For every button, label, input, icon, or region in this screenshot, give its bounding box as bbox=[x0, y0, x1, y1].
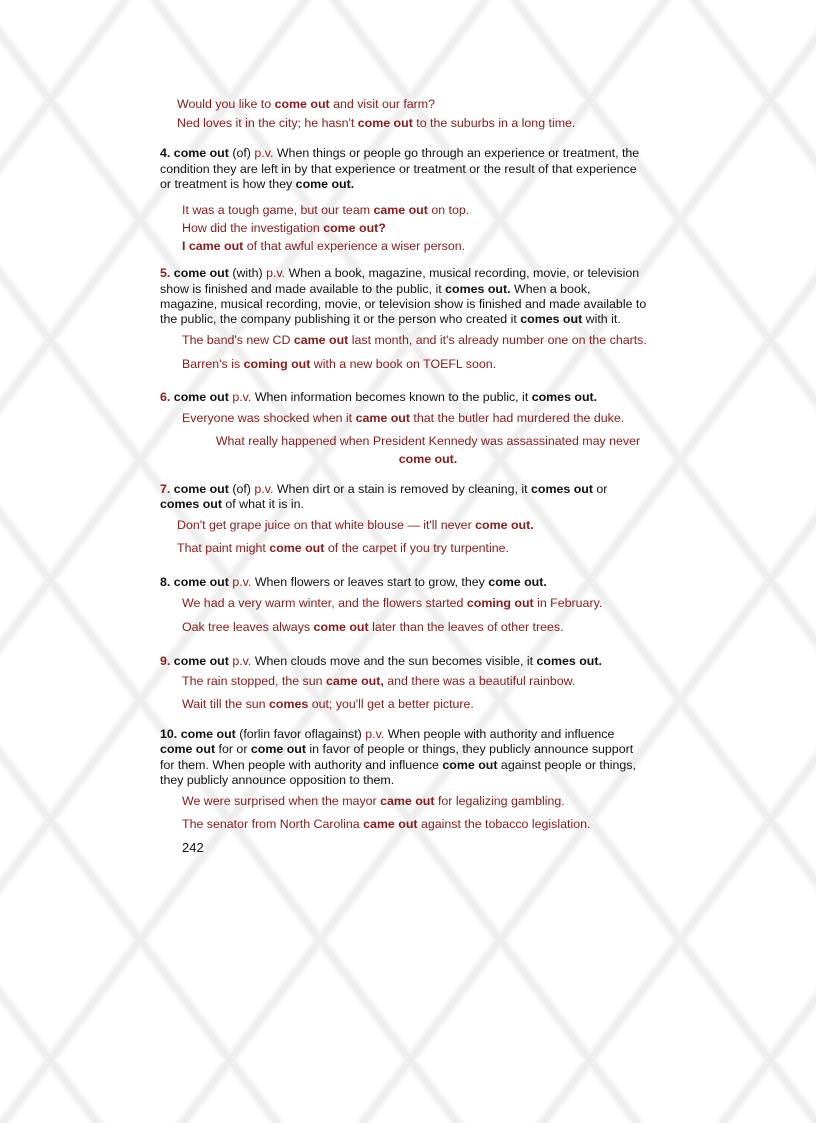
entry-4-definition: or treatment is how they come out. bbox=[160, 177, 355, 191]
example-line: How did the investigation come out? bbox=[182, 221, 386, 235]
example-line: It was a tough game, but our team came out on top. bbox=[182, 203, 470, 217]
example-line: Wait till the sun comes out; you'll get a better picture. bbox=[182, 697, 474, 711]
example-line: Don't get grape juice on that white blouse — it'll never come out. bbox=[177, 518, 534, 532]
entry-7-definition: comes out of what it is in. bbox=[160, 497, 304, 511]
example-line: I came out of that awful experience a wiser person. bbox=[182, 239, 466, 253]
example-line: What really happened when President Kennedy was assassinated may never bbox=[215, 434, 641, 448]
entry-6-definition: 6. come out p.v. When information becomes known to the public, it comes out. bbox=[160, 390, 598, 404]
entry-4-definition: condition they are left in by that experience or treatment or the result of that experience bbox=[160, 162, 637, 176]
entry-5-definition: magazine, musical recording, movie, or television show is finished and made available to bbox=[160, 297, 647, 311]
example-line: Oak tree leaves always come out later than the leaves of other trees. bbox=[182, 620, 564, 634]
example-line: That paint might come out of the carpet if you try turpentine. bbox=[177, 541, 509, 555]
entry-5-definition: 5. come out (with) p.v. When a book, magazine, musical recording, movie, or television bbox=[160, 266, 640, 280]
example-line: Everyone was shocked when it came out that the butler had murdered the duke. bbox=[182, 411, 625, 425]
entry-10-definition: come out for or come out in favor of people or things, they publicly announce support bbox=[160, 742, 634, 756]
example-line: Barren's is coming out with a new book on TOEFL soon. bbox=[182, 357, 497, 371]
entry-5-definition: the public, the company publishing it or the person who created it comes out with it. bbox=[160, 312, 621, 326]
entry-10-definition: for them. When people with authority and influence come out against people or things, bbox=[160, 758, 636, 772]
example-line: The band's new CD came out last month, and it's already number one on the charts. bbox=[182, 333, 647, 347]
entry-10-definition: 10. come out (forlin favor oflagainst) p.v. When people with authority and influence bbox=[160, 727, 615, 741]
example-line: come out. bbox=[398, 452, 458, 466]
entry-7-definition: 7. come out (of) p.v. When dirt or a stain is removed by cleaning, it comes out or bbox=[160, 482, 608, 496]
example-line: We had a very warm winter, and the flowers started coming out in February. bbox=[182, 596, 603, 610]
page-number: 242 bbox=[182, 840, 204, 855]
example-line: The rain stopped, the sun came out, and there was a beautiful rainbow. bbox=[182, 674, 576, 688]
example-line: We were surprised when the mayor came out for legalizing gambling. bbox=[182, 794, 565, 808]
entry-9-definition: 9. come out p.v. When clouds move and the sun becomes visible, it comes out. bbox=[160, 654, 602, 668]
entry-8-definition: 8. come out p.v. When flowers or leaves start to grow, they come out. bbox=[160, 575, 547, 589]
entry-4-definition: 4. come out (of) p.v. When things or people go through an experience or treatment, the bbox=[160, 146, 640, 160]
entry-10-definition: they publicly announce opposition to them. bbox=[160, 773, 395, 787]
example-line: The senator from North Carolina came out against the tobacco legislation. bbox=[182, 817, 591, 831]
example-line: Ned loves it in the city; he hasn't come out to the suburbs in a long time. bbox=[177, 116, 576, 130]
entry-5-definition: show is finished and made available to the public, it comes out. When a book, bbox=[160, 282, 591, 296]
example-line: Would you like to come out and visit our farm? bbox=[177, 97, 436, 111]
